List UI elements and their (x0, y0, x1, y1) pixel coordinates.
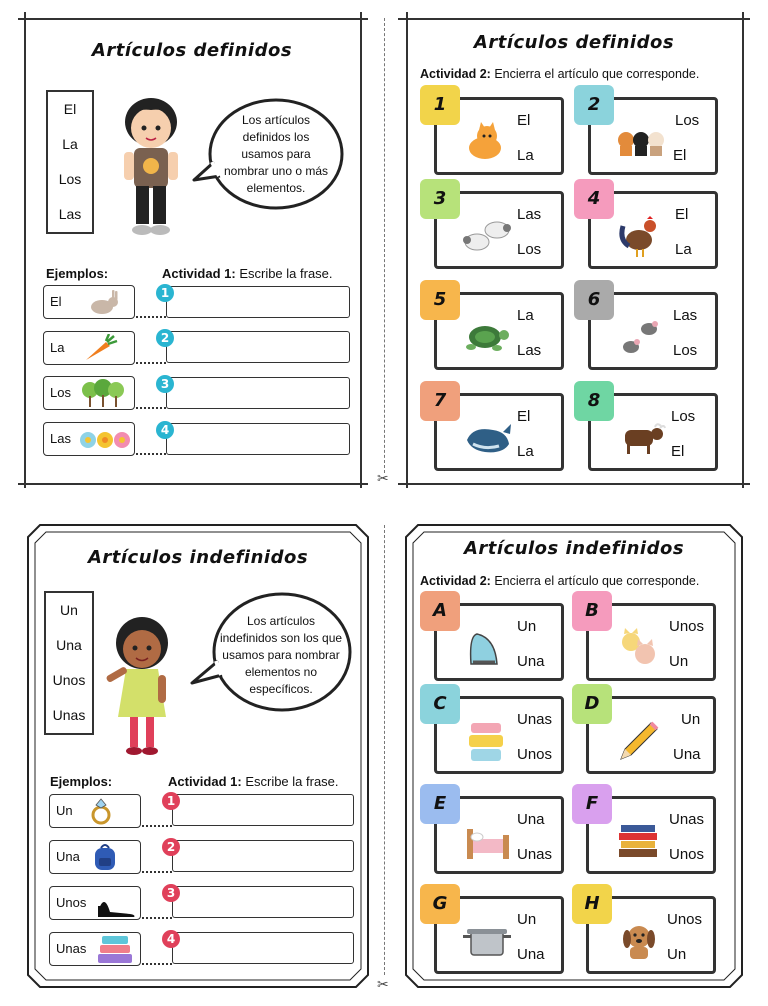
article-word: La (62, 136, 78, 152)
dotted-line (142, 825, 172, 827)
example-box: Unas (49, 932, 141, 966)
cut-line (384, 18, 385, 473)
ring-icon (86, 796, 116, 826)
card-number-badge: B (572, 591, 612, 631)
article-word: Unas (52, 707, 86, 723)
answer-box-2[interactable] (166, 331, 350, 363)
article-word: Las (58, 206, 82, 222)
answer-box-4[interactable] (166, 423, 350, 455)
boy-illustration (106, 84, 196, 244)
page-title: Artículos indefinidos (87, 547, 309, 568)
answer-box-2[interactable] (172, 840, 354, 872)
article-list (44, 591, 94, 735)
article-option[interactable]: Unos (517, 746, 553, 763)
article-option[interactable]: Unas (669, 811, 705, 828)
card-number-badge: C (420, 684, 460, 724)
answer-box-1[interactable] (172, 794, 354, 826)
sheep-icon (463, 216, 513, 258)
page-indefinite-activity (404, 523, 744, 989)
number-badge: 1 (156, 284, 174, 302)
rabbit-icon (84, 289, 124, 315)
number-badge: 4 (162, 930, 180, 948)
example-box: La (43, 331, 135, 365)
flowers-icon (78, 428, 132, 452)
page-title: Artículos indefinidos (463, 538, 685, 559)
books-icon (615, 821, 665, 863)
article-option[interactable]: El (517, 408, 531, 425)
example-box: Las (43, 422, 135, 456)
article-word: Unos (52, 672, 86, 688)
backpack-icon (90, 842, 120, 872)
article-option[interactable]: Unos (669, 846, 705, 863)
example-box: Un (49, 794, 141, 828)
dog-icon (615, 921, 665, 963)
activity-label: Actividad 1: Escribe la frase. (168, 774, 339, 789)
frame-line (742, 12, 744, 488)
mice-icon (617, 317, 667, 359)
page-definite-articles (24, 18, 360, 484)
dogs-icon (617, 122, 667, 164)
cat-icon (463, 122, 513, 164)
card-number-badge: 1 (420, 85, 460, 125)
dotted-line (136, 316, 166, 318)
article-option[interactable]: Una (673, 746, 701, 763)
dotted-line (136, 453, 166, 455)
article-option[interactable]: Las (517, 342, 542, 359)
example-box: Los (43, 376, 135, 410)
activity-label: Actividad 1: Escribe la frase. (162, 266, 333, 281)
page-title: Artículos definidos (91, 40, 293, 61)
article-option[interactable]: Los (517, 241, 542, 258)
article-option[interactable]: El (675, 206, 689, 223)
activity-instruction: Actividad 2: Encierra el artículo que corresponde. (420, 67, 700, 81)
number-badge: 4 (156, 421, 174, 439)
card-number-badge: D (572, 684, 612, 724)
card-number-badge: E (420, 784, 460, 824)
dotted-line (142, 917, 172, 919)
answer-box-3[interactable] (172, 886, 354, 918)
page-title: Artículos definidos (473, 32, 675, 53)
article-list (46, 90, 94, 234)
article-option[interactable]: Una (517, 653, 545, 670)
number-badge: 3 (156, 375, 174, 393)
article-option[interactable]: Un (517, 618, 537, 635)
card-number-badge: H (572, 884, 612, 924)
article-option[interactable]: Unas (517, 711, 553, 728)
suitcases-icon (96, 934, 136, 964)
article-option[interactable]: Una (517, 811, 545, 828)
dotted-line (142, 871, 172, 873)
turtle-icon (463, 317, 513, 359)
dotted-line (136, 362, 166, 364)
cups-icon (463, 721, 513, 763)
article-word: El (63, 101, 77, 117)
article-word: Los (58, 171, 82, 187)
examples-label: Ejemplos: (50, 774, 113, 789)
article-option[interactable]: La (517, 307, 534, 324)
card-number-badge: 4 (574, 179, 614, 219)
page-indefinite-articles (26, 523, 370, 989)
card-number-badge: 8 (574, 381, 614, 421)
article-option[interactable]: El (673, 147, 687, 164)
article-option[interactable]: Una (517, 946, 545, 963)
rooster-icon (617, 216, 667, 258)
bull-icon (617, 418, 667, 460)
activity-instruction: Actividad 2: Encierra el artículo que corresponde. (420, 574, 700, 588)
page-definite-activity (406, 18, 742, 484)
scissors-icon: ✂ (377, 976, 389, 992)
examples-label: Ejemplos: (46, 266, 109, 281)
example-box: El (43, 285, 135, 319)
card-number-badge: F (572, 784, 612, 824)
number-badge: 3 (162, 884, 180, 902)
carrot-icon (80, 334, 120, 362)
number-badge: 1 (162, 792, 180, 810)
girl-illustration (92, 613, 192, 758)
card-number-badge: 6 (574, 280, 614, 320)
shoes-icon (94, 888, 140, 918)
cats-icon (615, 628, 665, 670)
card-number-badge: G (420, 884, 460, 924)
article-option[interactable]: El (671, 443, 685, 460)
example-box: Una (49, 840, 141, 874)
article-word: Un (60, 602, 78, 618)
article-option[interactable]: Las (673, 307, 698, 324)
number-badge: 2 (156, 329, 174, 347)
bed-icon (463, 821, 513, 863)
card-number-badge: 5 (420, 280, 460, 320)
iron-icon (463, 628, 513, 670)
example-box: Unos (49, 886, 141, 920)
article-option[interactable]: Unos (669, 618, 705, 635)
article-option[interactable]: Unos (667, 911, 703, 928)
answer-box-3[interactable] (166, 377, 350, 409)
bubble-text: Los artículos indefinidos son los que usamos para nombrar elementos no específicos. (219, 614, 343, 696)
number-badge: 2 (162, 838, 180, 856)
answer-box-1[interactable] (166, 286, 350, 318)
dotted-line (142, 963, 172, 965)
trees-icon (80, 378, 126, 408)
article-option[interactable]: Unas (517, 846, 553, 863)
answer-box-4[interactable] (172, 932, 354, 964)
whale-icon (463, 418, 513, 460)
article-option[interactable]: La (517, 443, 534, 460)
article-option[interactable]: Los (675, 112, 700, 129)
card-number-badge: 2 (574, 85, 614, 125)
article-option[interactable]: Un (667, 946, 687, 963)
card-number-badge: A (420, 591, 460, 631)
card-number-badge: 3 (420, 179, 460, 219)
article-option[interactable]: Los (673, 342, 698, 359)
bubble-text: Los artículos definidos los usamos para nombrar uno o más elementos. (223, 113, 329, 195)
article-option[interactable]: Las (517, 206, 542, 223)
pot-icon (463, 921, 513, 963)
card-number-badge: 7 (420, 381, 460, 421)
article-option[interactable]: Un (669, 653, 689, 670)
article-option[interactable]: La (517, 147, 534, 164)
frame-line (360, 12, 362, 488)
article-option[interactable]: La (675, 241, 692, 258)
pencil-icon (615, 721, 665, 763)
cut-line (384, 525, 385, 975)
article-option[interactable]: Un (517, 911, 537, 928)
article-option[interactable]: El (517, 112, 531, 129)
article-option[interactable]: Los (671, 408, 696, 425)
article-option[interactable]: Un (681, 711, 701, 728)
dotted-line (136, 407, 166, 409)
scissors-icon: ✂ (377, 470, 389, 486)
article-word: Una (56, 637, 82, 653)
